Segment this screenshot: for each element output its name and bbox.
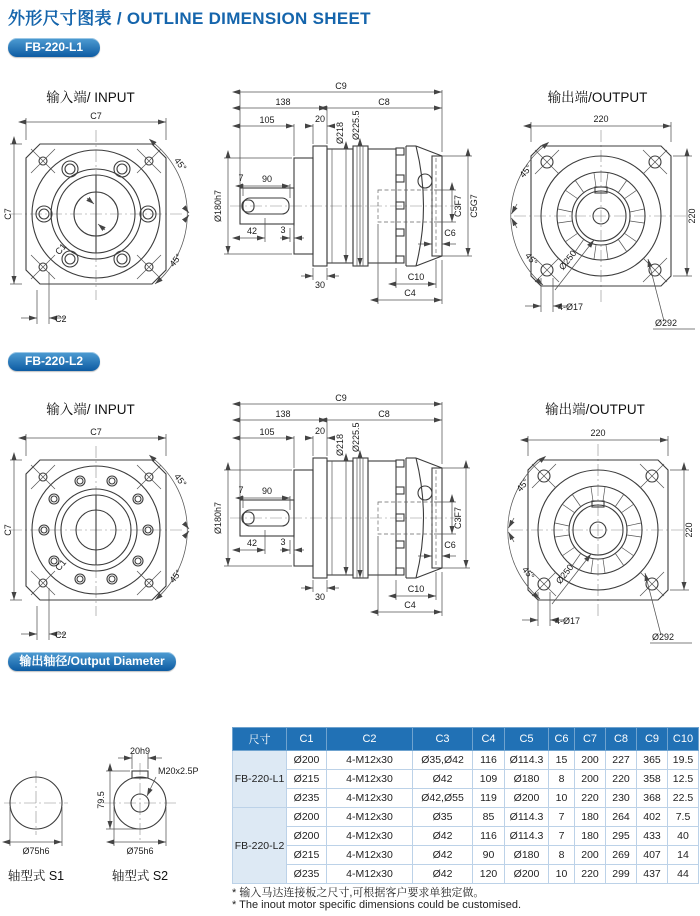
l2-side-body xyxy=(230,458,460,578)
l2-side-dim-218: Ø218 xyxy=(335,433,345,456)
col-header-c6: C6 xyxy=(549,728,575,751)
shaft-type-drawing xyxy=(0,700,230,900)
l1-side-dim-180h7: Ø180h7 xyxy=(213,189,223,223)
dimension-table xyxy=(232,727,699,884)
table-cell: 8 xyxy=(549,770,575,789)
l2-side-drawing xyxy=(210,390,500,635)
s1-dim-d75h6: Ø75h6 xyxy=(22,846,50,856)
l2-input-view-title: 输入端/ INPUT xyxy=(46,402,135,417)
table-cell: Ø200 xyxy=(505,789,549,808)
l1-side-dimensions xyxy=(213,81,479,304)
l1-output-view-title: 输出端/OUTPUT xyxy=(547,90,648,105)
table-header-row xyxy=(233,728,699,751)
s2-dim-795: 79.5 xyxy=(96,791,106,809)
l1-side-dim-225: Ø225.5 xyxy=(351,110,361,140)
table-cell: 220 xyxy=(575,789,606,808)
l1-input-dim-c1: C1 xyxy=(53,241,69,257)
table-cell: 8 xyxy=(549,846,575,865)
table-cell: 230 xyxy=(606,789,637,808)
l1-side-dim-20: 20 xyxy=(314,114,326,124)
l1-side-dim-c3f7: C3F7 xyxy=(453,194,463,218)
col-header-c2: C2 xyxy=(327,728,413,751)
table-row xyxy=(233,789,699,808)
table-cell: 44 xyxy=(668,865,699,884)
table-cell: 22.5 xyxy=(668,789,699,808)
l2-input-drawing xyxy=(3,420,203,650)
table-cell: Ø200 xyxy=(505,865,549,884)
l2-side-dim-3: 3 xyxy=(280,537,286,547)
table-cell: Ø215 xyxy=(287,846,327,865)
table-cell: 19.5 xyxy=(668,751,699,770)
l2-output-angle-top: 45° xyxy=(514,476,531,494)
l2-output-drawing xyxy=(495,414,695,654)
l2-side-dim-30: 30 xyxy=(314,592,326,602)
l1-input-dim-c7-top: C7 xyxy=(90,111,102,121)
table-cell: Ø42 xyxy=(413,770,473,789)
col-header-size: 尺寸 xyxy=(233,728,287,751)
table-cell: 7.5 xyxy=(668,808,699,827)
table-cell: 220 xyxy=(575,865,606,884)
l1-side-dim-c10: C10 xyxy=(407,272,425,282)
l2-side-dim-c9: C9 xyxy=(335,393,347,403)
l1-side-dim-138: 138 xyxy=(275,97,291,107)
model-cell-fb-220-l2: FB-220-L2 xyxy=(233,808,287,884)
table-cell: 4-M12x30 xyxy=(327,789,413,808)
l2-input-dim-c2: C2 xyxy=(55,630,67,640)
l2-side-dim-c6: C6 xyxy=(444,540,456,550)
table-cell: Ø180 xyxy=(505,846,549,865)
table-cell: 180 xyxy=(575,827,606,846)
col-header-c4: C4 xyxy=(473,728,505,751)
table-row xyxy=(233,770,699,789)
footnote-cn: * 输入马达连接板之尺寸,可根据客户要求单独定做。 xyxy=(232,887,485,899)
col-header-c8: C8 xyxy=(606,728,637,751)
table-cell: Ø42 xyxy=(413,846,473,865)
l1-side-dim-c6: C6 xyxy=(444,228,456,238)
badge-fb-220-l1: FB-220-L1 xyxy=(8,38,100,57)
l1-input-dim-c7-left: C7 xyxy=(3,208,13,220)
l2-side-dim-c4: C4 xyxy=(404,600,416,610)
table-cell: 10 xyxy=(549,789,575,808)
l2-side-dim-138: 138 xyxy=(275,409,291,419)
l2-input-angle-bottom: 45° xyxy=(167,567,184,585)
l1-side-dim-90: 90 xyxy=(261,174,273,184)
table-cell: Ø235 xyxy=(287,865,327,884)
l2-input-dim-c7-left: C7 xyxy=(3,524,13,536)
table-cell: Ø114.3 xyxy=(505,808,549,827)
l1-side-body xyxy=(230,146,460,266)
l1-output-angle-top: 45° xyxy=(517,162,534,180)
table-cell: 109 xyxy=(473,770,505,789)
l1-output-drawing xyxy=(498,100,698,340)
table-cell: 264 xyxy=(606,808,637,827)
badge-fb-220-l2: FB-220-L2 xyxy=(8,352,100,371)
l2-side-dim-180h7: Ø180h7 xyxy=(213,501,223,535)
l1-output-dim-d292: Ø292 xyxy=(655,318,678,328)
badge-output-diameter: 输出轴径/Output Diameter xyxy=(8,652,176,671)
table-cell: 200 xyxy=(575,751,606,770)
s2-dim-20h9: 20h9 xyxy=(129,746,151,756)
l1-input-view-title: 输入端/ INPUT xyxy=(46,90,135,105)
l1-side-dim-30: 30 xyxy=(314,280,326,290)
table-cell: Ø35,Ø42 xyxy=(413,751,473,770)
table-cell: Ø235 xyxy=(287,789,327,808)
l1-side-drawing xyxy=(210,78,500,323)
l2-side-dim-c8: C8 xyxy=(378,409,390,419)
table-cell: 116 xyxy=(473,827,505,846)
table-cell: 4-M12x30 xyxy=(327,770,413,789)
l2-output-dim-d292: Ø292 xyxy=(652,632,675,642)
l2-side-dim-225: Ø225.5 xyxy=(351,422,361,452)
l2-side-dim-c10: C10 xyxy=(407,584,425,594)
col-header-c3: C3 xyxy=(413,728,473,751)
l1-input-angle-bottom: 45° xyxy=(167,251,184,269)
l2-output-view-title: 输出端/OUTPUT xyxy=(545,402,645,417)
l2-side-dim-90: 90 xyxy=(261,486,273,496)
table-cell: 200 xyxy=(575,846,606,865)
l2-input-angle-top: 45° xyxy=(172,471,189,489)
table-cell: 437 xyxy=(637,865,668,884)
table-cell: Ø35 xyxy=(413,808,473,827)
table-cell: 358 xyxy=(637,770,668,789)
l1-input-dim-c2: C2 xyxy=(55,314,67,324)
table-cell: 12.5 xyxy=(668,770,699,789)
l1-input-angle-top: 45° xyxy=(172,155,189,173)
table-cell: 407 xyxy=(637,846,668,865)
l1-side-dim-7: 7 xyxy=(238,173,244,183)
table-cell: Ø200 xyxy=(287,808,327,827)
l1-side-dim-c4: C4 xyxy=(404,288,416,298)
col-header-c9: C9 xyxy=(637,728,668,751)
table-cell: 40 xyxy=(668,827,699,846)
table-cell: Ø114.3 xyxy=(505,751,549,770)
l2-side-dim-20: 20 xyxy=(314,426,326,436)
l1-output-dim-220-right: 220 xyxy=(687,208,697,224)
table-cell: Ø200 xyxy=(287,751,327,770)
l2-output-dim-220-right: 220 xyxy=(684,522,694,538)
table-cell: 120 xyxy=(473,865,505,884)
table-row xyxy=(233,846,699,865)
s2-dim-thread: M20x2.5P xyxy=(158,766,199,776)
table-cell: Ø200 xyxy=(287,827,327,846)
l1-side-dim-42: 42 xyxy=(246,226,258,236)
footnote-en: * The inout motor specific dimensions could be customised. xyxy=(232,899,521,911)
table-cell: 10 xyxy=(549,865,575,884)
s1-caption: 轴型式 S1 xyxy=(7,869,65,883)
col-header-c1: C1 xyxy=(287,728,327,751)
l1-input-drawing xyxy=(3,104,203,334)
table-cell: 433 xyxy=(637,827,668,846)
table-cell: 119 xyxy=(473,789,505,808)
table-cell: 295 xyxy=(606,827,637,846)
table-cell: 90 xyxy=(473,846,505,865)
l1-side-dim-218: Ø218 xyxy=(335,121,345,144)
table-cell: Ø42 xyxy=(413,827,473,846)
table-row xyxy=(233,751,699,770)
table-cell: 200 xyxy=(575,770,606,789)
shaft-s2 xyxy=(96,746,199,883)
shaft-s1 xyxy=(4,771,68,883)
table-cell: 14 xyxy=(668,846,699,865)
table-cell: 4-M12x30 xyxy=(327,846,413,865)
table-cell: 85 xyxy=(473,808,505,827)
table-cell: 220 xyxy=(606,770,637,789)
l1-output-angle-bottom: 45° xyxy=(523,250,540,268)
table-cell: 4-M12x30 xyxy=(327,827,413,846)
table-row xyxy=(233,827,699,846)
l1-side-dim-c9: C9 xyxy=(335,81,347,91)
l2-side-dim-c3f7: C3F7 xyxy=(453,506,463,530)
l2-side-dim-42: 42 xyxy=(246,538,258,548)
col-header-c5: C5 xyxy=(505,728,549,751)
l2-side-dim-7: 7 xyxy=(238,485,244,495)
l1-side-dim-3: 3 xyxy=(280,225,286,235)
table-cell: 402 xyxy=(637,808,668,827)
l1-side-dim-105: 105 xyxy=(259,115,275,125)
l2-output-dim-d250: Ø250 xyxy=(553,562,576,586)
table-cell: Ø42,Ø55 xyxy=(413,789,473,808)
page-title: 外形尺寸图表 / OUTLINE DIMENSION SHEET xyxy=(8,9,371,28)
col-header-c7: C7 xyxy=(575,728,606,751)
table-cell: Ø114.3 xyxy=(505,827,549,846)
table-cell: 15 xyxy=(549,751,575,770)
s2-caption: 轴型式 S2 xyxy=(111,869,169,883)
table-cell: 4-M12x30 xyxy=(327,808,413,827)
l1-side-dim-c5g7: C5G7 xyxy=(469,194,479,218)
l1-output-dim-4xd17: 4-Ø17 xyxy=(558,302,584,312)
table-cell: 368 xyxy=(637,789,668,808)
table-cell: 116 xyxy=(473,751,505,770)
l2-output-dim-220-top: 220 xyxy=(590,428,606,438)
table-cell: 4-M12x30 xyxy=(327,751,413,770)
table-cell: 7 xyxy=(549,808,575,827)
table-cell: Ø42 xyxy=(413,865,473,884)
table-cell: 4-M12x30 xyxy=(327,865,413,884)
table-cell: 269 xyxy=(606,846,637,865)
table-cell: 180 xyxy=(575,808,606,827)
table-row xyxy=(233,865,699,884)
table-cell: 365 xyxy=(637,751,668,770)
l2-output-dim-4xd17: 4-Ø17 xyxy=(555,616,581,626)
table-cell: 299 xyxy=(606,865,637,884)
model-cell-fb-220-l1: FB-220-L1 xyxy=(233,751,287,808)
l2-input-centerlines xyxy=(10,446,184,616)
l2-side-dim-105: 105 xyxy=(259,427,275,437)
col-header-c10: C10 xyxy=(668,728,699,751)
l1-output-dim-220-top: 220 xyxy=(593,114,609,124)
l2-input-dim-c1: C1 xyxy=(53,557,69,573)
l1-side-dim-c8: C8 xyxy=(378,97,390,107)
table-cell: 7 xyxy=(549,827,575,846)
s2-dim-d75h6: Ø75h6 xyxy=(126,846,154,856)
table-row xyxy=(233,808,699,827)
l1-output-dim-d250: Ø250 xyxy=(556,248,579,272)
table-cell: Ø180 xyxy=(505,770,549,789)
table-cell: Ø215 xyxy=(287,770,327,789)
table-cell: 227 xyxy=(606,751,637,770)
l2-input-dim-c7-top: C7 xyxy=(90,427,102,437)
l2-output-angle-bottom: 45° xyxy=(520,564,537,582)
